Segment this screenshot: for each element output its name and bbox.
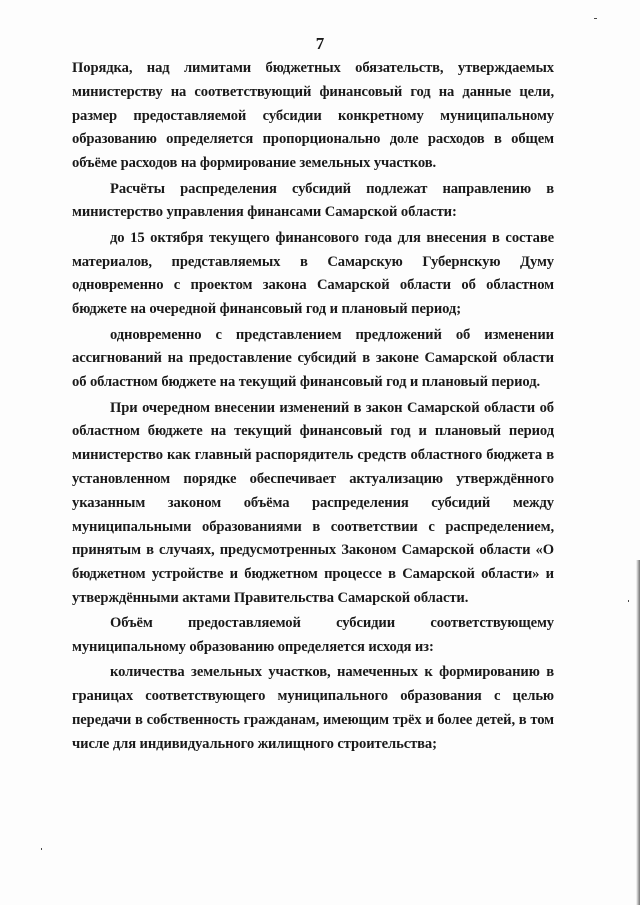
scan-speck-left: [41, 848, 42, 850]
scan-edge-shadow: [636, 560, 640, 905]
paragraph-2: Расчёты распределения субсидий подлежат направлению в министерство управления финансами Самарской области:: [72, 180, 554, 221]
scan-speck-right: [628, 600, 629, 602]
paragraph-4: одновременно с представлением предложений об изменении ассигнований на предоставление субсидий в законе Самарской области об областном бюджете на текущий финансовый год и плановый период.: [72, 326, 554, 391]
document-body: [72, 57, 554, 758]
paragraph-5: При очередном внесении изменений в закон Самарской области об областном бюджете на текущий финансовый год и плановый период министерство как главный распорядитель средств областного бюджета в установленном порядке обеспечивает актуализацию утверждённого указанным законом объёма распределения субсидий между муниципальными образованиями в соответствии с распределением, принятым в случаях, предусмотренных Законом Самарской области «О бюджетном устройстве и бюджетном процессе в Самарской области» и утверждёнными актами Правительства Самарской области.: [72, 399, 554, 606]
paragraph-1: Порядка, над лимитами бюджетных обязательств, утверждаемых министерству на соответствующий финансовый год на данные цели, размер предоставляемой субсидии конкретному муниципальному образованию определяется пропорционально доле расходов в общем объёме расходов на формирование земельных участков.: [72, 60, 554, 172]
paragraph-7: количества земельных участков, намеченных к формированию в границах соответствующего муниципального образования с целью передачи в собственность гражданам, имеющим трёх и более детей, в том числе для индивидуального жилищного строительства;: [72, 664, 554, 752]
scan-speck-top-right: [594, 18, 597, 19]
paragraph-6: Объём предоставляемой субсидии соответствующему муниципальному образованию определяется исходя из:: [72, 615, 554, 656]
page-number: 7: [315, 34, 325, 53]
paragraph-3: до 15 октября текущего финансового года для внесения в составе материалов, представляемых в Самарскую Губернскую Думу одновременно с проектом закона Самарской области об областном бюджете на очередной финансовый год и плановый период;: [72, 229, 554, 318]
